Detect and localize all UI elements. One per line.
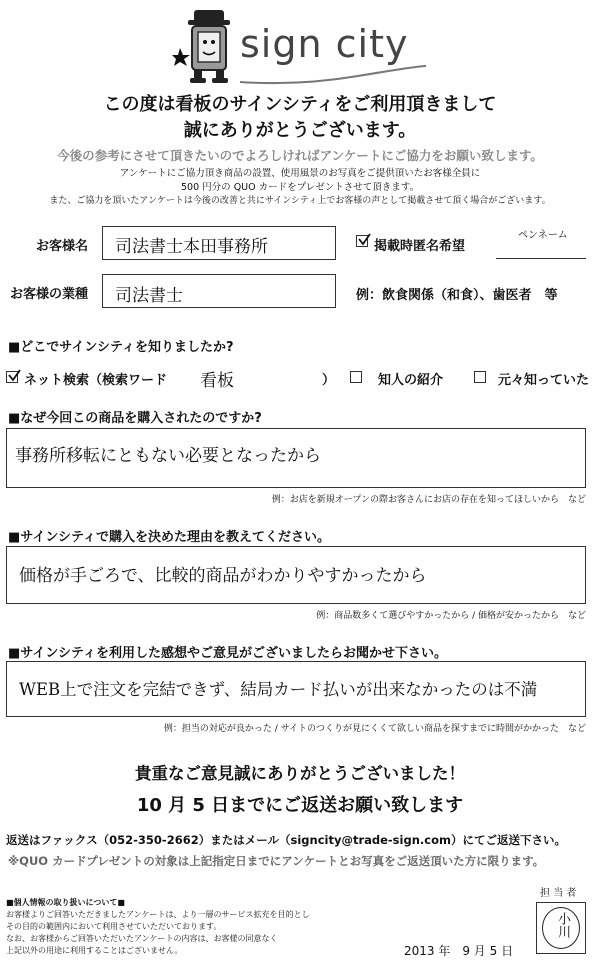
industry-value: 司法書士: [115, 286, 183, 306]
name-field[interactable]: [102, 226, 336, 260]
intro-line-2: 500 円分の QUO カードをプレゼントさせて頂きます。: [181, 182, 419, 193]
mascot-icon: [172, 8, 242, 88]
industry-example: 例：飲食関係（和食）、歯医者 等: [356, 288, 558, 303]
q2-answer: 事務所移転にともない必要となったから: [15, 446, 321, 466]
q4-title: ■サインシティを利用した感想やご意見がございましたらお聞かせ下さい。: [8, 646, 448, 661]
intro-lead: 今後の参考にさせて頂きたいのでよろしければアンケートにご協力をお願い致します。: [57, 148, 543, 163]
penname-label: ペンネーム: [518, 230, 568, 241]
return-line-1: 返送はファックス（052-350-2662）またはメール（signcity@trade-sign.com）にてご返送下さい。: [6, 833, 566, 847]
q4-answer: WEB上で注文を完結できず、結局カード払いが出来なかったのは不満: [19, 680, 538, 699]
q3-answer: 価格が手ごろで、比較的商品がわかりやすかったから: [19, 566, 427, 586]
close-paren: ）: [322, 373, 336, 388]
return-line-2: ※QUO カードプレゼントの対象は上記指定日までにアンケートとお写真をご返送頂いた方に限ります。: [8, 854, 545, 868]
heading-line-2: 誠にありがとうございます。: [183, 120, 417, 141]
industry-field[interactable]: [102, 274, 336, 308]
q1-title: ■どこでサインシティを知りましたか?: [8, 340, 234, 355]
q2-title: ■なぜ今回この商品を購入されたのですか?: [8, 411, 262, 426]
q3-title: ■サインシティで購入を決めた理由を教えてください。: [8, 530, 331, 545]
privacy-line-4: 上記以外の用途に利用することはございません。: [6, 946, 183, 955]
logo-swoosh: [238, 64, 428, 86]
net-search-label: ネット検索（検索ワード: [24, 373, 168, 388]
staff-stamp-box: [536, 902, 586, 954]
q3-answer-box[interactable]: [6, 546, 586, 604]
footer-date: 2013 年 9 月 5 日: [404, 944, 514, 958]
q3-example: 例：商品数多くて選びやすかったから / 価格が安かったから など: [316, 611, 586, 621]
thanks-line: 貴重なご意見誠にありがとうございました！: [135, 764, 465, 783]
deadline-line: 10 月 5 日までにご返送お願い致します: [136, 795, 464, 816]
penname-line: [496, 258, 586, 259]
q4-example: 例：担当の対応が良かった / サイトのつくりが見にくくて欲しい商品を探すまでに時間がかかった など: [163, 724, 586, 734]
logo: [172, 8, 432, 90]
check-mark-icon: [357, 233, 371, 247]
intro-line-3: また、ご協力を頂いたアンケートは今後の改善と共にサインシティ上でお客様の声として掲載させて頂く場合がございます。: [49, 196, 551, 206]
friend-label: 知人の紹介: [378, 373, 444, 388]
heading-line-1: この度は看板のサインシティをご利用頂きまして: [103, 94, 497, 115]
known-checkbox[interactable]: [474, 371, 486, 383]
anon-label: 掲載時匿名希望: [374, 239, 466, 254]
q2-answer-box[interactable]: [6, 428, 586, 488]
privacy-line-3: なお、お客様からご回答いただいたアンケートの内容は、お客様の同意なく: [6, 934, 278, 943]
known-label: 元々知っていた: [498, 373, 590, 388]
staff-stamp: [542, 907, 580, 949]
privacy-title: ■個人情報の取り扱いについて■: [6, 898, 125, 907]
stamp-text: 小川: [555, 912, 570, 938]
privacy-line-2: その目的の範囲内において利用させていただいております。: [6, 922, 222, 931]
privacy-line-1: お客様よりご回答いただきましたアンケートは、より一層のサービス拡充を目的とし: [6, 910, 310, 919]
q4-answer-box[interactable]: [6, 661, 586, 717]
check-mark-icon: [7, 369, 21, 383]
logo-text: sign city: [240, 22, 409, 66]
anon-checkbox[interactable]: [356, 235, 368, 247]
staff-label: 担 当 者: [540, 888, 577, 899]
search-word-value: 看板: [200, 371, 234, 391]
name-value: 司法書士本田事務所: [115, 237, 268, 257]
industry-label: お客様の業種: [10, 287, 89, 302]
q2-example: 例：お店を新規オープンの際お客さんにお店の存在を知ってほしいから など: [271, 495, 586, 505]
friend-checkbox[interactable]: [350, 371, 362, 383]
net-search-checkbox[interactable]: [6, 371, 18, 383]
intro-line-1: アンケートにご協力頂き商品の設置、使用風景のお写真をご提供頂いたお客様全員に: [119, 168, 481, 179]
name-label: お客様名: [36, 239, 89, 254]
